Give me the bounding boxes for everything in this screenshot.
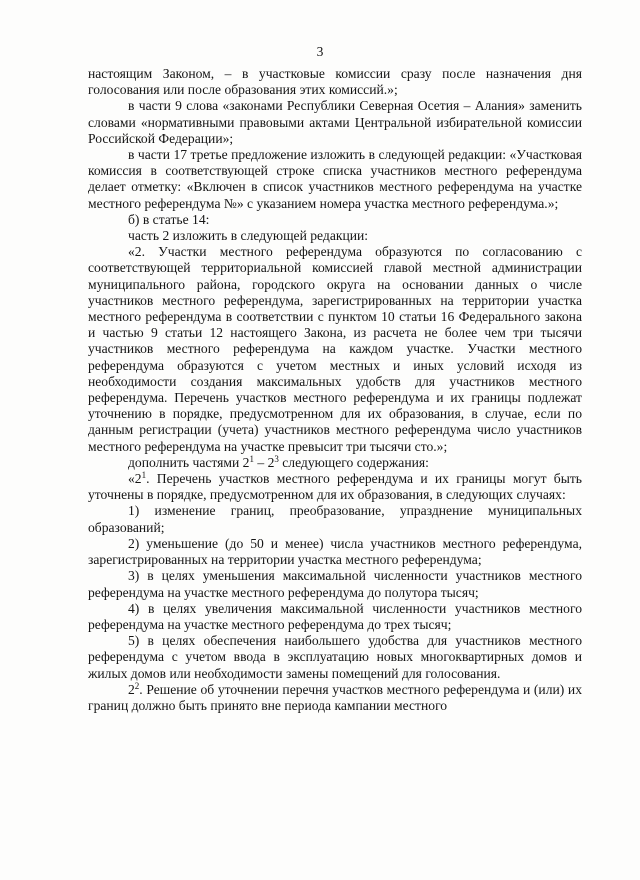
paragraph-8 (88, 471, 582, 503)
superscript-2: 2 (134, 680, 140, 691)
paragraph-3: в части 17 третье предложение изложить в следующей редакции: «Участковая комиссия в соответствующей строке списка участников местного референдума делает отметку: «Включен в список участников местного референдума на участке местного референдума №» с указанием номера участка местного референдума.»; (88, 147, 582, 211)
document-body (88, 66, 582, 714)
paragraph-14-text-after: . Решение об уточнении перечня участков местного референдума и (или) их границ должно быть принято вне периода кампании местного (88, 681, 582, 713)
paragraph-13: 5) в целях обеспечения наибольшего удобства для участников местного референдума с учетом ввода в эксплуатацию новых многоквартирных домов и жилых домов или необходимости замены помещений для голосования. (88, 633, 582, 681)
paragraph-7-text-middle: – 2 (253, 454, 275, 470)
paragraph-11: 3) в целях уменьшения максимальной численности участников местного референдума на участке местного референдума до полутора тысяч; (88, 568, 582, 600)
paragraph-12: 4) в целях увеличения максимальной численности участников местного референдума на участке местного референдума до трех тысяч; (88, 600, 582, 632)
superscript-3: 3 (274, 453, 279, 464)
paragraph-14-text-before: 2 (128, 681, 135, 697)
paragraph-8-text-after: . Перечень участков местного референдума и их границы могут быть уточнены в порядке, предусмотренном для их образования, в следующих случаях: (88, 471, 582, 503)
paragraph-7-text-before: дополнить частями 2 (128, 454, 250, 470)
paragraph-10: 2) уменьшение (до 50 и менее) числа участников местного референдума, зарегистрированных на территории участка местного референдума; (88, 535, 582, 568)
paragraph-5: часть 2 изложить в следующей редакции: (128, 228, 369, 244)
paragraph-7-text-after: следующего содержания: (278, 454, 429, 470)
paragraph-4: б) в статье 14: (128, 211, 210, 227)
paragraph-14 (88, 682, 582, 714)
paragraph-7 (88, 455, 582, 471)
page-number: 3 (316, 44, 324, 59)
paragraph-8-text-before: «2 (128, 471, 142, 487)
superscript-1: 1 (249, 453, 254, 464)
paragraph-9: 1) изменение границ, преобразование, упразднение муниципальных образований; (88, 503, 582, 535)
superscript-1: 1 (141, 470, 147, 481)
paragraph-2: в части 9 слова «законами Республики Северная Осетия – Алания» заменить словами «нормативными правовыми актами Центральной избирательной комиссии Российской Федерации»; (88, 98, 582, 146)
paragraph-1: настоящим Законом, – в участковые комиссии сразу после назначения дня голосования или после образования этих комиссий.»; (88, 66, 582, 98)
paragraph-6: «2. Участки местного референдума образуются по согласованию с соответствующей территориальной комиссией главой местной администрации муниципального района, городского округа на основании данных о числе участников местного референдума, зарегистрированных на территории участка местного референдума в соответствии с пунктом 10 статьи 16 Федерального закона и частью 9 статьи 12 настоящего Закона, из расчета не более чем три тысячи участников местного референдума на каждом участке. Участки местного референдума образуются с учетом местных и иных условий исходя из необходимости создания максимальных удобств для участников местного референдума. Перечень участков местного референдума и их границы подлежат уточнению в порядке, предусмотренном для их образования, в случае, если по данным регистрации (учета) участников местного референдума число участников местного референдума на участке превысит три тысячи сто.»; (88, 244, 582, 454)
